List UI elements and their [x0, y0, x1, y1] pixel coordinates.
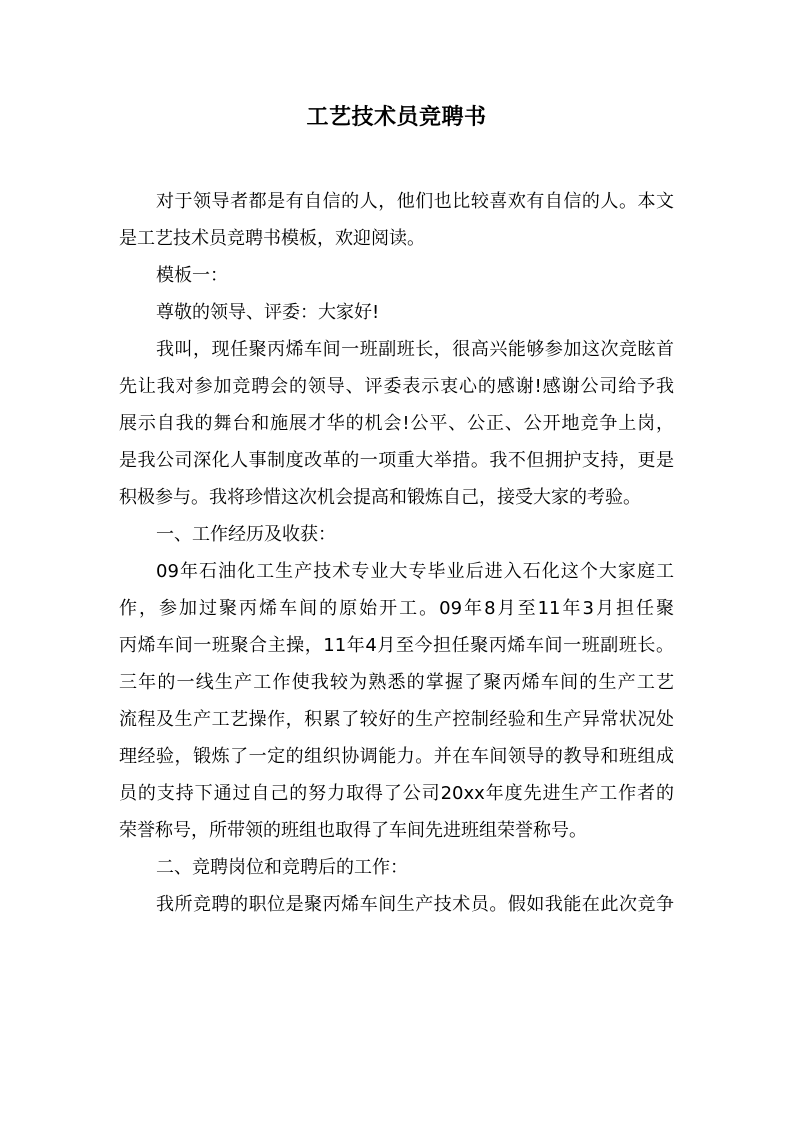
body-line: 模板一： — [156, 265, 228, 286]
body-line: 一、工作经历及收获： — [156, 524, 336, 545]
body-line: 先让我对参加竞聘会的领导、评委表示衷心的感谢!感谢公司给予我 — [119, 376, 674, 397]
body-line: 对于领导者都是有自信的人，他们也比较喜欢有自信的人。本文 — [156, 191, 674, 212]
document-body — [119, 183, 674, 923]
body-line: 作，参加过聚丙烯车间的原始开工。09年8月至11年3月担任聚 — [119, 598, 674, 619]
body-line: 员的支持下通过自己的努力取得了公司20xx年度先进生产工作者的 — [119, 783, 674, 804]
body-line: 我所竞聘的职位是聚丙烯车间生产技术员。假如我能在此次竞争 — [156, 894, 674, 915]
body-line: 丙烯车间一班聚合主操，11年4月至今担任聚丙烯车间一班副班长。 — [119, 635, 674, 656]
body-line: 我叫，现任聚丙烯车间一班副班长，很高兴能够参加这次竞眩首 — [156, 339, 674, 360]
body-line: 09年石油化工生产技术专业大专毕业后进入石化这个大家庭工 — [156, 561, 674, 582]
body-line: 理经验，锻炼了一定的组织协调能力。并在车间领导的教导和班组成 — [119, 746, 674, 767]
body-line: 尊敬的领导、评委：大家好! — [156, 302, 380, 323]
body-line: 二、竞聘岗位和竞聘后的工作： — [156, 857, 408, 878]
body-line: 是我公司深化人事制度改革的一项重大举措。我不但拥护支持，更是 — [119, 450, 674, 471]
body-line: 展示自我的舞台和施展才华的机会!公平、公正、公开地竞争上岗， — [119, 413, 674, 434]
body-line: 流程及生产工艺操作，积累了较好的生产控制经验和生产异常状况处 — [119, 709, 674, 730]
body-line: 是工艺技术员竞聘书模板，欢迎阅读。 — [119, 228, 425, 249]
body-line: 荣誉称号，所带领的班组也取得了车间先进班组荣誉称号。 — [119, 820, 587, 841]
body-line: 积极参与。我将珍惜这次机会提高和锻炼自己，接受大家的考验。 — [119, 487, 641, 508]
body-line: 三年的一线生产工作使我较为熟悉的掌握了聚丙烯车间的生产工艺 — [119, 672, 674, 693]
document-title: 工艺技术员竞聘书 — [306, 105, 487, 130]
